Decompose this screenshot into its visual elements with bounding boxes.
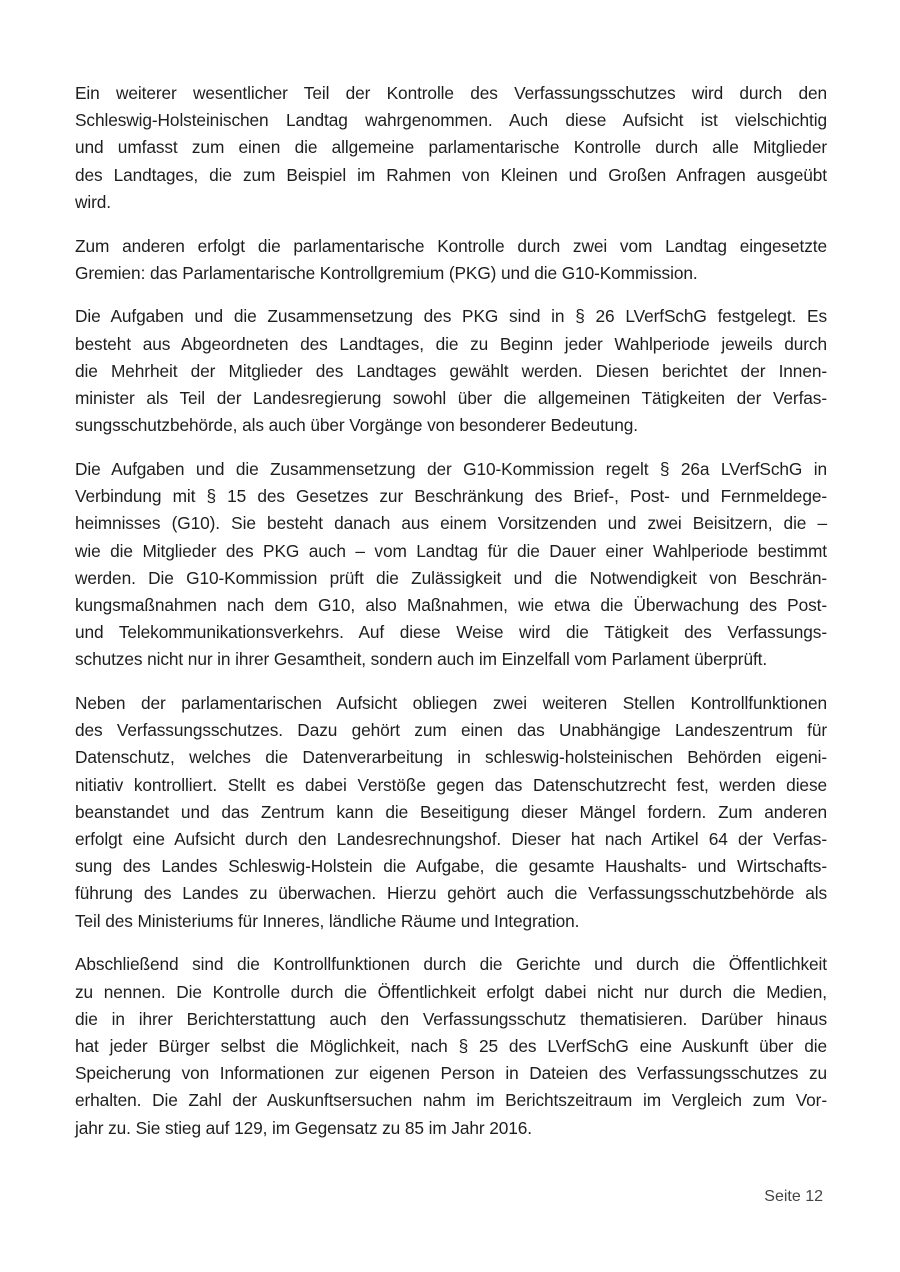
- text-line: werden. Die G10-Kommission prüft die Zulässigkeit und die Notwendigkeit von Beschrän-: [75, 567, 827, 588]
- text-line: Die Aufgaben und die Zusammensetzung der G10-Kommission regelt § 26a LVerfSchG in: [75, 458, 827, 479]
- text-line: erfolgt eine Aufsicht durch den Landesrechnungshof. Dieser hat nach Artikel 64 der Verfas-: [75, 829, 827, 850]
- text-line: und umfasst zum einen die allgemeine parlamentarische Kontrolle durch alle Mitglieder: [75, 137, 827, 158]
- text-line: Verbindung mit § 15 des Gesetzes zur Beschränkung des Brief-, Post- und Fernmeldege-: [75, 486, 827, 507]
- text-line: sung des Landes Schleswig-Holstein die Aufgabe, die gesamte Haushalts- und Wirtschafts-: [75, 856, 827, 877]
- page-number: Seite 12: [764, 1188, 823, 1205]
- text-line: minister als Teil der Landesregierung sowohl über die allgemeinen Tätigkeiten der Verfas-: [75, 388, 827, 409]
- paragraph-committees: [75, 233, 827, 287]
- text-line: besteht aus Abgeordneten des Landtages, die zu Beginn jeder Wahlperiode jeweils durch: [75, 333, 827, 354]
- text-line: Neben der parlamentarischen Aufsicht obliegen zwei weiteren Stellen Kontrollfunktionen: [75, 693, 827, 714]
- text-line: die in ihrer Berichterstattung auch den Verfassungsschutz thematisieren. Darüber hinaus: [75, 1008, 827, 1029]
- text-line: des Landtages, die zum Beispiel im Rahmen von Kleinen und Großen Anfragen ausgeübt: [75, 164, 827, 185]
- paragraph-other-oversight: [75, 690, 827, 935]
- text-line: erhalten. Die Zahl der Auskunftsersuchen nahm im Berichtszeitraum im Vergleich zum Vor-: [75, 1090, 827, 1111]
- text-line: Speicherung von Informationen zur eigenen Person in Dateien des Verfassungsschutzes zu: [75, 1063, 827, 1084]
- text-line: Abschließend sind die Kontrollfunktionen durch die Gerichte und durch die Öffentlichkeit: [75, 954, 827, 975]
- text-line: des Verfassungsschutzes. Dazu gehört zum einen das Unabhängige Landeszentrum für: [75, 720, 827, 741]
- text-line: Teil des Ministeriums für Inneres, ländliche Räume und Integration.: [75, 910, 580, 931]
- text-line: Zum anderen erfolgt die parlamentarische Kontrolle durch zwei vom Landtag eingesetzte: [75, 235, 827, 256]
- text-line: kungsmaßnahmen nach dem G10, also Maßnahmen, wie etwa die Überwachung des Post-: [75, 594, 827, 615]
- paragraph-courts-public: [75, 951, 827, 1141]
- text-line: zu nennen. Die Kontrolle durch die Öffentlichkeit erfolgt dabei nicht nur durch die Medien,: [75, 981, 827, 1002]
- text-line: heimnisses (G10). Sie besteht danach aus einem Vorsitzenden und zwei Beisitzern, die –: [75, 513, 827, 534]
- text-line: schutzes nicht nur in ihrer Gesamtheit, sondern auch im Einzelfall vom Parlament überprüft.: [75, 649, 768, 670]
- text-line: Die Aufgaben und die Zusammensetzung des PKG sind in § 26 LVerfSchG festgelegt. Es: [75, 306, 827, 327]
- body-text: [75, 80, 827, 1158]
- text-line: wie die Mitglieder des PKG auch – vom Landtag für die Dauer einer Wahlperiode bestimmt: [75, 540, 827, 561]
- text-line: wird.: [75, 191, 111, 212]
- text-line: nitiativ kontrolliert. Stellt es dabei Verstöße gegen das Datenschutzrecht fest, werden diese: [75, 774, 827, 795]
- text-line: Ein weiterer wesentlicher Teil der Kontrolle des Verfassungsschutzes wird durch den: [75, 83, 827, 103]
- text-line: Schleswig-Holsteinischen Landtag wahrgenommen. Auch diese Aufsicht ist vielschichtig: [75, 110, 827, 131]
- paragraph-landtag-control: [75, 80, 827, 216]
- text-line: Datenschutz, welches die Datenverarbeitung in schleswig-holsteinischen Behörden eigeni-: [75, 747, 827, 768]
- text-line: sungsschutzbehörde, als auch über Vorgänge von besonderer Bedeutung.: [75, 415, 638, 436]
- paragraph-g10-commission: [75, 456, 827, 674]
- paragraph-pkg: [75, 303, 827, 439]
- text-line: jahr zu. Sie stieg auf 129, im Gegensatz zu 85 im Jahr 2016.: [75, 1117, 533, 1138]
- text-line: beanstandet und das Zentrum kann die Beseitigung dieser Mängel fordern. Zum anderen: [75, 801, 827, 822]
- text-line: hat jeder Bürger selbst die Möglichkeit, nach § 25 des LVerfSchG eine Auskunft über die: [75, 1036, 827, 1056]
- text-line: führung des Landes zu überwachen. Hierzu gehört auch die Verfassungsschutzbehörde als: [75, 883, 827, 904]
- text-line: die Mehrheit der Mitglieder des Landtages gewählt werden. Diesen berichtet der Innen-: [75, 360, 827, 381]
- text-line: Gremien: das Parlamentarische Kontrollgremium (PKG) und die G10-Kommission.: [75, 262, 698, 283]
- text-line: und Telekommunikationsverkehrs. Auf diese Weise wird die Tätigkeit des Verfassungs-: [75, 622, 827, 643]
